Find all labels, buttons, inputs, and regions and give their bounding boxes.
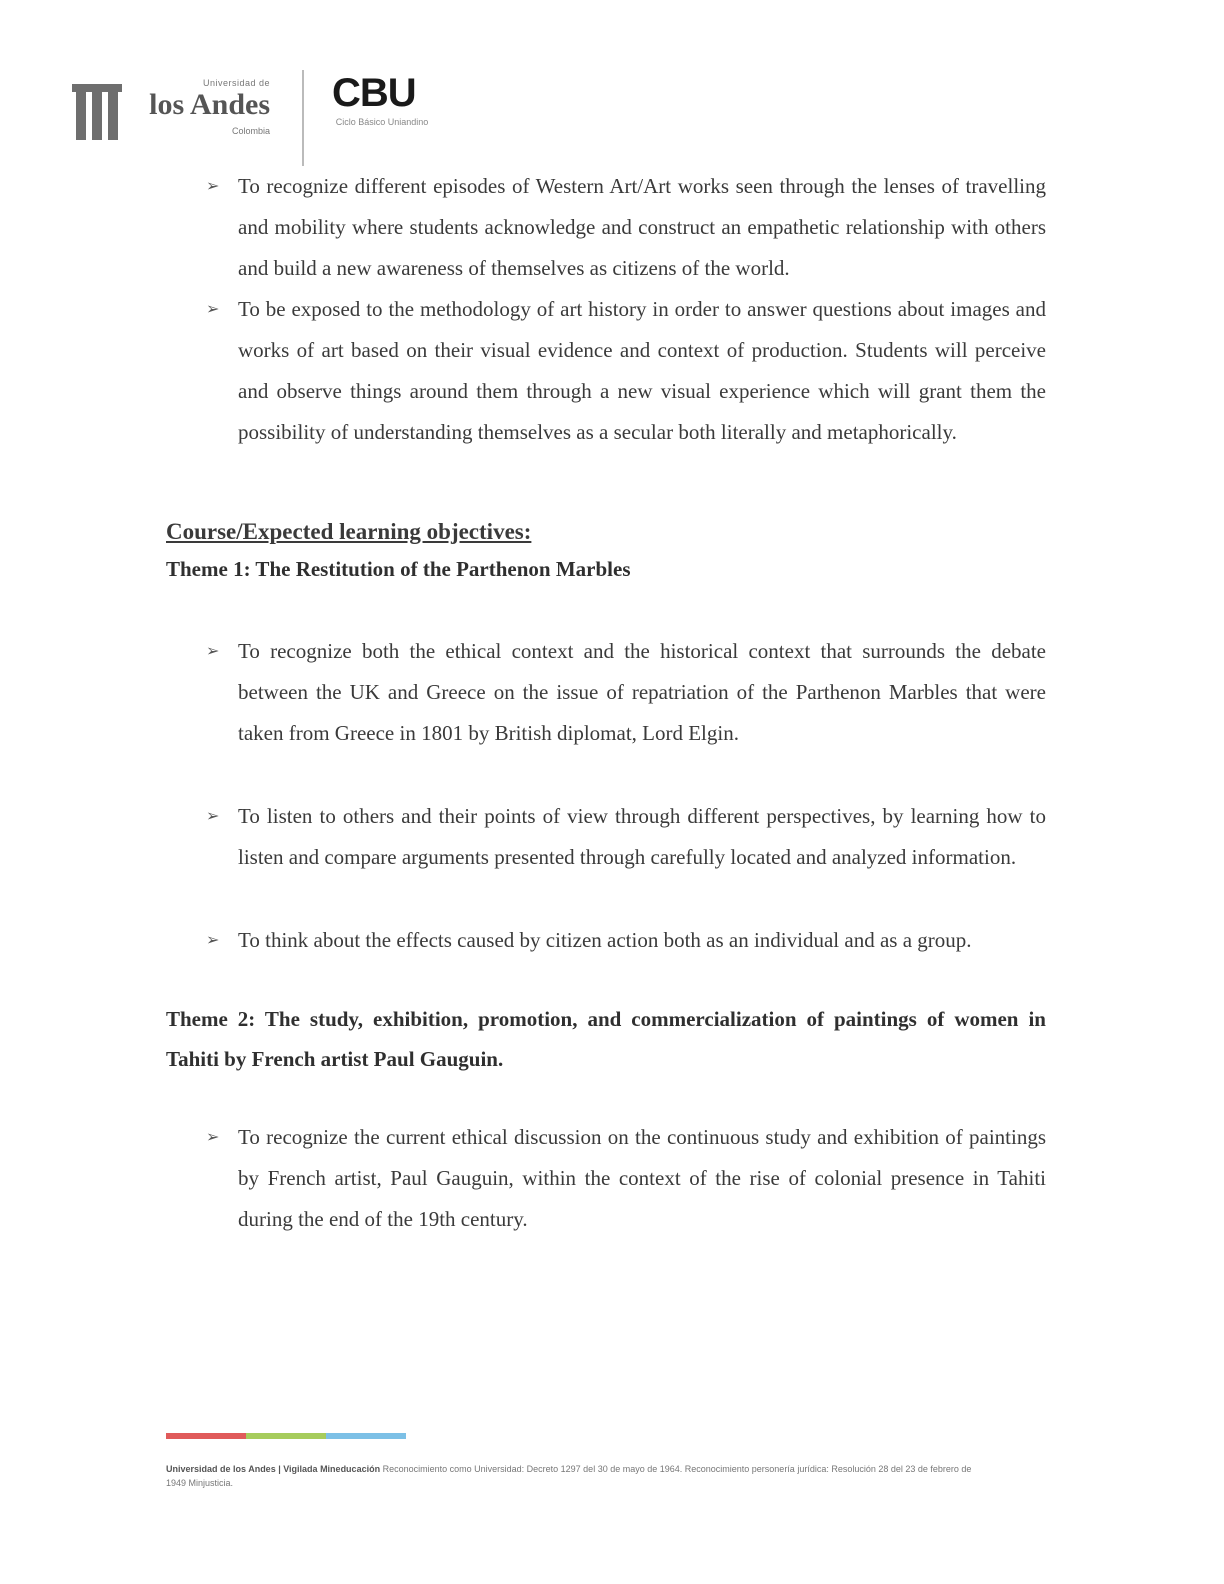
arrow-bullet-icon: ➢ — [206, 643, 220, 660]
university-logo-top: Universidad de — [202, 78, 270, 88]
document-body — [166, 166, 1046, 1240]
list-item — [166, 166, 1046, 289]
cbu-logo-mark: CBU — [332, 71, 416, 115]
bullet-text: To think about the effects caused by citizen action both as an individual and as a group. — [238, 928, 972, 952]
theme-2-bullet-list — [166, 1117, 1046, 1240]
footer-legal-text — [166, 1462, 986, 1490]
cbu-logo-subtitle: Ciclo Básico Uniandino — [335, 117, 429, 127]
university-logo-name: los Andes — [149, 88, 270, 121]
list-item — [166, 631, 1046, 754]
university-logo-country: Colombia — [231, 126, 270, 136]
bullet-text: To recognize the current ethical discussion on the continuous study and exhibition of paintings by French artist, Paul Gauguin, within the context of the rise of colonial presence in Tahiti during the end of the 19th century. — [238, 1125, 1046, 1231]
arrow-bullet-icon: ➢ — [206, 808, 220, 825]
footer-bar-red — [166, 1433, 246, 1439]
list-item — [166, 796, 1046, 878]
header-divider — [302, 70, 304, 166]
bullet-text: To be exposed to the methodology of art history in order to answer questions about images and works of art based on their visual evidence and context of production. Students will perceive and observe things around them through a new visual experience which will grant them the possibility of understanding themselves as a secular both literally and metaphorically. — [238, 297, 1046, 444]
footer-bar-green — [246, 1433, 326, 1439]
theme-1-bullet-list-2 — [166, 796, 1046, 878]
footer-institution: Universidad de los Andes | Vigilada Mineducación — [166, 1464, 381, 1474]
theme-1-bullet-list — [166, 631, 1046, 754]
intro-bullet-list — [166, 166, 1046, 453]
footer-bar-blue — [326, 1433, 406, 1439]
arrow-bullet-icon: ➢ — [206, 932, 220, 949]
bullet-text: To recognize different episodes of Western Art/Art works seen through the lenses of travelling and mobility where students acknowledge and construct an empathetic relationship with others and build a new awareness of themselves as citizens of the world. — [238, 174, 1046, 280]
columns-icon — [72, 84, 122, 140]
theme-2-title: Theme 2: The study, exhibition, promotion, and commercialization of paintings of women in Tahiti by French artist Paul Gauguin. — [166, 1007, 1046, 1071]
list-item — [166, 289, 1046, 453]
arrow-bullet-icon: ➢ — [206, 178, 220, 195]
arrow-bullet-icon: ➢ — [206, 301, 220, 318]
footer-recognition: Reconocimiento como Universidad: Decreto 1297 del 30 de mayo de 1964. Reconocimiento personería jurídica: Resolución 28 del 23 de febrero de 1949 Minjusticia. — [166, 1464, 972, 1488]
list-item — [166, 920, 1046, 961]
arrow-bullet-icon: ➢ — [206, 1129, 220, 1146]
bullet-text: To recognize both the ethical context and the historical context that surrounds the debate between the UK and Greece on the issue of repatriation of the Parthenon Marbles that were taken from Greece in 1801 by British diplomat, Lord Elgin. — [238, 639, 1046, 745]
footer-color-bar — [166, 1433, 406, 1439]
list-item — [166, 1117, 1046, 1240]
theme-1-title: Theme 1: The Restitution of the Parthenon Marbles — [166, 557, 631, 581]
cbu-logo — [332, 70, 442, 160]
theme-1-bullet-list-3 — [166, 920, 1046, 961]
bullet-text: To listen to others and their points of view through different perspectives, by learning how to listen and compare arguments presented through carefully located and analyzed information. — [238, 804, 1046, 869]
page-header — [70, 70, 450, 170]
section-heading: Course/Expected learning objectives: — [166, 519, 532, 544]
university-logo — [70, 76, 275, 160]
